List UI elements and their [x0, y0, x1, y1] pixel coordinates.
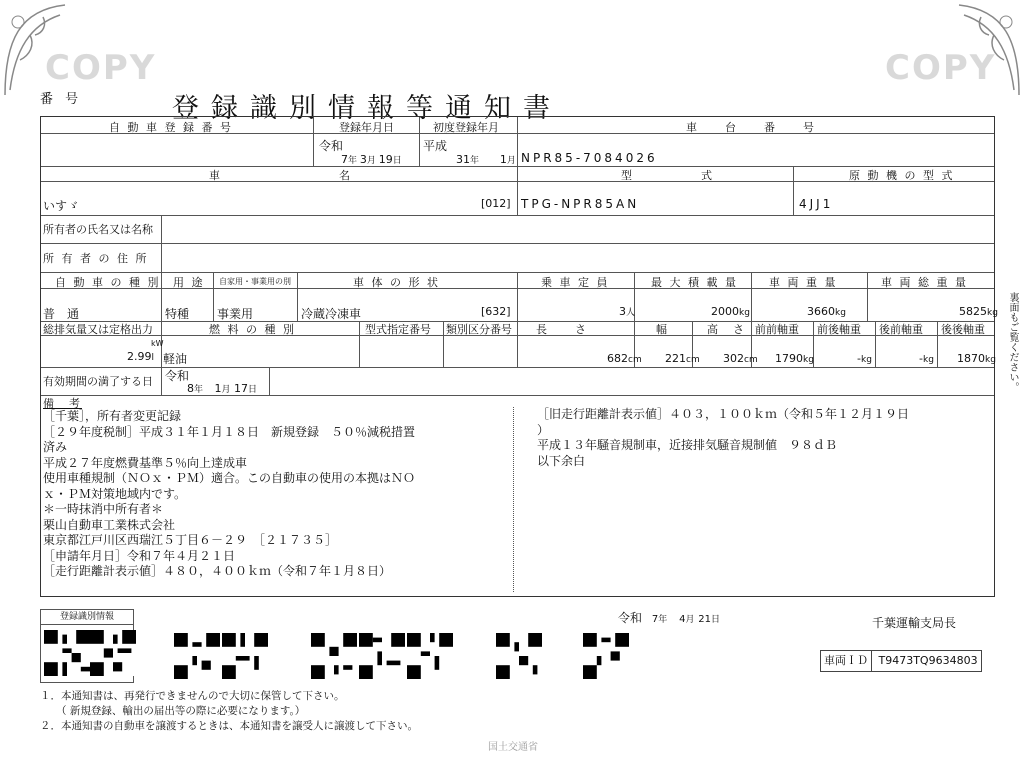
vehicle-id: T9473TQ9634803: [878, 654, 978, 667]
reg-date: 7年 3月 19日: [341, 153, 402, 166]
fuel-type: 軽油: [163, 352, 188, 366]
model-label-2: 式: [701, 169, 714, 182]
vehicle-weight-label: 車 両 重 量: [769, 276, 838, 289]
type-designation-label: 型式指定番号: [365, 323, 431, 336]
height-value: 302cm: [723, 352, 758, 365]
vehicle-name-label-1: 車: [209, 169, 222, 182]
rear-rear-axle-value: 1870kg: [957, 352, 996, 365]
copy-watermark-right: COPY: [885, 48, 997, 88]
vehicle-kind-label: 自 動 車 の 種 別: [55, 276, 161, 289]
remark-line: ｘ・ＰＭ対策地域内です。: [43, 486, 187, 501]
remarks-right: [537, 407, 909, 469]
owner-name-label: 所有者の氏名又は名称: [43, 223, 153, 236]
expiry-era: 令和: [165, 369, 190, 383]
front-front-axle-label: 前前軸重: [755, 323, 799, 336]
qr-code: [44, 630, 90, 676]
note-2: ２．本通知書の自動車を譲渡するときは、本通知書を譲受人に譲渡して下さい。: [40, 720, 418, 732]
body-code: [632]: [481, 305, 511, 318]
reg-number-label: 自 動 車 登 録 番 号: [109, 121, 233, 134]
fuel-type-label: 燃 料 の 種 別: [209, 323, 296, 336]
qr-box-label: 登録識別情報: [41, 610, 133, 625]
gross-weight-value: 5825kg: [959, 305, 998, 318]
owner-address-label: 所 有 者 の 住 所: [43, 252, 149, 265]
vehicle-maker: いすゞ: [43, 199, 80, 213]
private-business-label: 自家用・事業用の別: [219, 277, 291, 286]
width-label: 幅: [656, 323, 669, 336]
qr-code: [583, 633, 629, 679]
remark-line: 使用車種規制（ＮＯｘ・ＰＭ）適合。この自動車の使用の本拠はＮＯ: [43, 471, 416, 485]
length-value: 682cm: [607, 352, 642, 365]
vehicle-name-label-2: 名: [339, 169, 352, 182]
qr-code: [174, 633, 220, 679]
height-label: 高 さ: [707, 323, 746, 336]
reg-era: 令和: [319, 139, 344, 153]
rear-front-axle-label: 後前軸重: [879, 323, 923, 336]
capacity-label: 乗 車 定 員: [541, 276, 610, 289]
remarks-label: 備 考: [43, 397, 82, 410]
note-1b: （ 新規登録、輸出の届出等の際に必要になります。）: [56, 705, 306, 717]
remark-line: 以下余白: [537, 453, 586, 468]
remark-line: ［千葉］，所有者変更記録: [43, 409, 182, 423]
number-label: 番 号: [40, 92, 83, 107]
expiry-date: 8年 1月 17日: [187, 382, 258, 395]
displacement-unit-top: kW: [151, 339, 164, 348]
vehicle-kind: 普 通: [43, 307, 80, 321]
class-number-label: 類別区分番号: [446, 323, 512, 336]
gross-weight-label: 車 両 総 重 量: [881, 276, 968, 289]
length-label: 長 さ: [536, 323, 588, 336]
front-rear-axle-value: -kg: [857, 352, 872, 365]
private-business-value: 事業用: [217, 307, 254, 321]
vehicle-id-label: 車両ＩＤ: [821, 651, 872, 671]
displacement-label: 総排気量又は定格出力: [43, 323, 153, 336]
width-value: 221cm: [665, 352, 700, 365]
capacity-value: 3人: [619, 305, 636, 318]
registration-table: [40, 116, 998, 597]
model-label-1: 型: [621, 169, 634, 182]
model-code: [012]: [481, 197, 511, 210]
qr-code: [496, 633, 542, 679]
copy-watermark-left: COPY: [45, 48, 157, 88]
note-1: １．本通知書は、再発行できませんので大切に保管して下さい。: [40, 690, 345, 702]
remark-line: ［申請年月日］令和７年４月２１日: [43, 548, 236, 563]
vehicle-id-box: [820, 650, 982, 672]
remark-line: 済み: [43, 440, 68, 454]
qr-code: [407, 633, 453, 679]
body-shape-label: 車 体 の 形 状: [353, 276, 440, 289]
remarks-left: [43, 409, 415, 580]
body-shape: 冷蔵冷凍車: [301, 307, 362, 321]
qr-code: [222, 633, 268, 679]
engine-type: 4JJ1: [799, 197, 834, 211]
side-note: 裏面もご覧ください。: [1007, 292, 1018, 392]
remark-line: 平成２７年度燃費基準５％向上達成車: [43, 455, 248, 470]
displacement-value: 2.99l: [127, 350, 155, 363]
qr-code: [311, 633, 357, 679]
remark-line: ＊一時抹消中所有者＊: [43, 502, 164, 516]
qr-code: [90, 630, 136, 676]
use-label: 用 途: [173, 276, 205, 289]
remark-line: 栗山自動車工業株式会社: [43, 517, 176, 532]
expiry-label: 有効期間の満了する日: [43, 375, 153, 388]
reg-date-label: 登録年月日: [339, 121, 394, 134]
front-front-axle-value: 1790kg: [775, 352, 814, 365]
ministry-seal: 国土交通省: [488, 742, 538, 753]
remark-line: 平成１３年騒音規制車，近接排気騒音規制値 ９８ｄＢ: [537, 438, 838, 452]
remark-line: ）: [537, 422, 550, 437]
remark-line: ［走行距離計表示値］４８０，４００ｋｍ（令和７年１月８日）: [43, 564, 392, 578]
front-rear-axle-label: 前後軸重: [817, 323, 861, 336]
max-load-value: 2000kg: [711, 305, 750, 318]
issue-date: 令和 7年 4月 21日: [618, 611, 721, 625]
document-title: 登録識別情報等通知書: [172, 93, 562, 124]
first-reg-date: 31年 1月: [456, 153, 516, 166]
remark-line: ［旧走行距離計表示値］４０３，１００ｋｍ（令和５年１２月１９日: [537, 407, 910, 421]
qr-code: [359, 633, 405, 679]
remark-line: 東京都江戸川区西瑞江５丁目６－２９ ［２１７３５］: [43, 533, 338, 547]
issuer: 千葉運輸支局長: [872, 616, 957, 630]
engine-type-label: 原 動 機 の 型 式: [849, 169, 955, 182]
chassis-label: 車 台 番 号: [686, 121, 816, 134]
model-type: TPG-NPR85AN: [521, 197, 640, 211]
rear-front-axle-value: -kg: [919, 352, 934, 365]
rear-rear-axle-label: 後後軸重: [941, 323, 985, 336]
first-reg-era: 平成: [423, 139, 448, 153]
max-load-label: 最 大 積 載 量: [651, 276, 738, 289]
use-value: 特種: [165, 307, 190, 321]
first-reg-label: 初度登録年月: [433, 121, 499, 134]
chassis-number: NPR85-7084026: [521, 151, 658, 165]
vehicle-weight-value: 3660kg: [807, 305, 846, 318]
remark-line: ［２９年度税制］平成３１年１月１８日 新規登録 ５０％減税措置: [43, 424, 416, 439]
